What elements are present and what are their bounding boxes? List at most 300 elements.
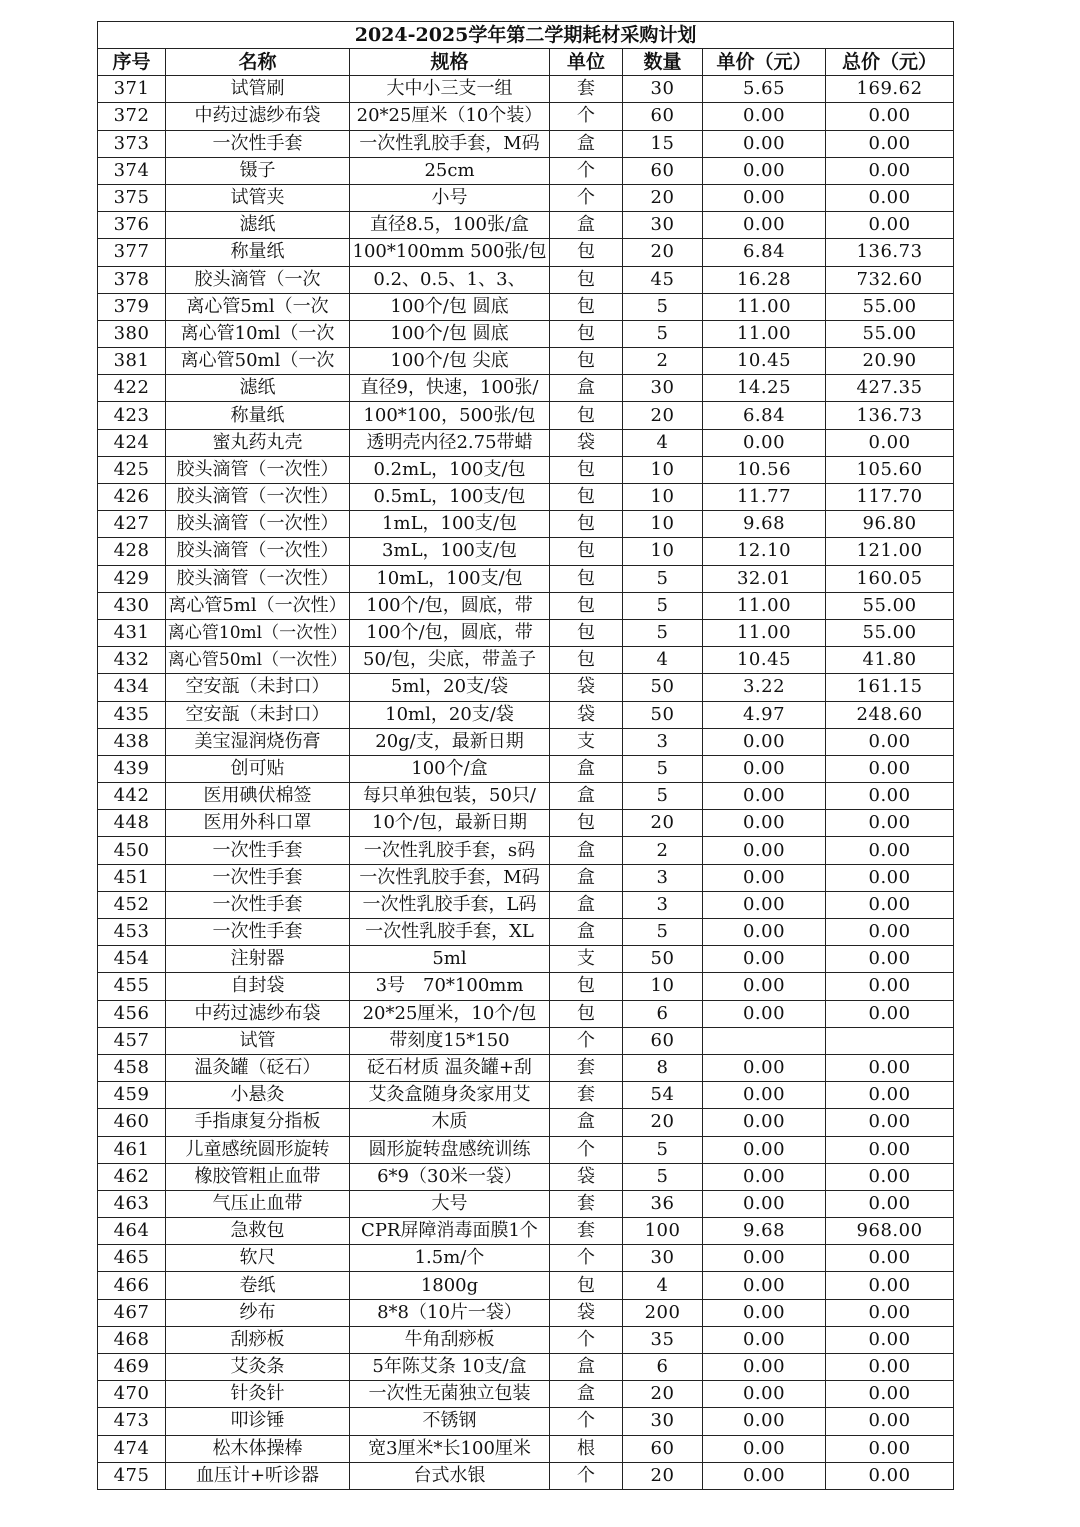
cell-no: 425 <box>98 456 166 483</box>
cell-price: 14.25 <box>703 375 826 402</box>
cell-name: 蜜丸药丸壳 <box>166 429 350 456</box>
cell-total: 55.00 <box>826 293 954 320</box>
cell-spec: 100个/包 圆底 <box>350 293 550 320</box>
table-row <box>98 1218 954 1245</box>
table-row <box>98 511 954 538</box>
cell-price: 11.00 <box>703 320 826 347</box>
cell-name: 滤纸 <box>166 212 350 239</box>
cell-total: 0.00 <box>826 864 954 891</box>
table-row <box>98 1000 954 1027</box>
cell-qty: 50 <box>623 946 703 973</box>
cell-name: 空安瓿（未封口） <box>166 701 350 728</box>
cell-no: 372 <box>98 103 166 130</box>
cell-no: 453 <box>98 919 166 946</box>
cell-no: 451 <box>98 864 166 891</box>
cell-price: 10.56 <box>703 456 826 483</box>
cell-unit: 包 <box>550 456 623 483</box>
cell-total: 96.80 <box>826 511 954 538</box>
cell-qty: 20 <box>623 239 703 266</box>
cell-qty: 5 <box>623 1136 703 1163</box>
cell-price: 0.00 <box>703 1136 826 1163</box>
cell-total: 0.00 <box>826 810 954 837</box>
cell-total: 0.00 <box>826 1054 954 1081</box>
cell-no: 423 <box>98 402 166 429</box>
cell-spec: 20*25厘米（10个装） <box>350 103 550 130</box>
procurement-table <box>97 21 954 1490</box>
cell-total: 55.00 <box>826 592 954 619</box>
table-row <box>98 76 954 103</box>
table-row <box>98 429 954 456</box>
cell-spec: 0.2、0.5、1、3、 <box>350 266 550 293</box>
cell-name: 医用碘伏棉签 <box>166 783 350 810</box>
cell-qty: 4 <box>623 1272 703 1299</box>
cell-name: 气压止血带 <box>166 1190 350 1217</box>
cell-no: 422 <box>98 375 166 402</box>
cell-no: 381 <box>98 348 166 375</box>
cell-price: 0.00 <box>703 1082 826 1109</box>
cell-unit: 袋 <box>550 1299 623 1326</box>
cell-price: 11.00 <box>703 293 826 320</box>
table-row <box>98 1326 954 1353</box>
header-name: 名称 <box>166 49 350 76</box>
table-row <box>98 484 954 511</box>
cell-price: 12.10 <box>703 538 826 565</box>
cell-qty: 20 <box>623 1462 703 1489</box>
table-row <box>98 103 954 130</box>
cell-total: 0.00 <box>826 1163 954 1190</box>
cell-total: 0.00 <box>826 919 954 946</box>
table-row <box>98 538 954 565</box>
table-row <box>98 810 954 837</box>
cell-qty: 2 <box>623 348 703 375</box>
cell-total: 0.00 <box>826 946 954 973</box>
cell-qty: 30 <box>623 375 703 402</box>
cell-no: 430 <box>98 592 166 619</box>
table-body <box>98 76 954 1490</box>
cell-qty: 30 <box>623 76 703 103</box>
header-row <box>98 49 954 76</box>
cell-unit: 包 <box>550 1000 623 1027</box>
cell-name: 试管 <box>166 1027 350 1054</box>
cell-unit: 盒 <box>550 1109 623 1136</box>
cell-total: 0.00 <box>826 1354 954 1381</box>
cell-spec: 50/包，尖底，带盖子 <box>350 647 550 674</box>
cell-qty: 100 <box>623 1218 703 1245</box>
cell-unit: 套 <box>550 1082 623 1109</box>
cell-total: 0.00 <box>826 1381 954 1408</box>
cell-spec: 牛角刮痧板 <box>350 1326 550 1353</box>
cell-name: 橡胶管粗止血带 <box>166 1163 350 1190</box>
table-row <box>98 728 954 755</box>
cell-spec: 10mL，100支/包 <box>350 565 550 592</box>
cell-qty: 4 <box>623 647 703 674</box>
cell-no: 459 <box>98 1082 166 1109</box>
cell-unit: 包 <box>550 348 623 375</box>
cell-price <box>703 1027 826 1054</box>
cell-qty: 3 <box>623 728 703 755</box>
cell-qty: 20 <box>623 184 703 211</box>
cell-total: 968.00 <box>826 1218 954 1245</box>
table-row <box>98 1109 954 1136</box>
cell-no: 458 <box>98 1054 166 1081</box>
cell-name: 一次性手套 <box>166 837 350 864</box>
cell-name: 小悬灸 <box>166 1082 350 1109</box>
cell-spec: 圆形旋转盘感统训练 <box>350 1136 550 1163</box>
cell-unit: 个 <box>550 1136 623 1163</box>
cell-price: 0.00 <box>703 1054 826 1081</box>
cell-spec: 一次性乳胶手套，XL <box>350 919 550 946</box>
cell-total: 0.00 <box>826 1435 954 1462</box>
cell-price: 32.01 <box>703 565 826 592</box>
cell-no: 470 <box>98 1381 166 1408</box>
cell-name: 一次性手套 <box>166 891 350 918</box>
table-row <box>98 1435 954 1462</box>
table-row <box>98 1163 954 1190</box>
cell-total: 55.00 <box>826 619 954 646</box>
cell-price: 0.00 <box>703 783 826 810</box>
cell-qty: 200 <box>623 1299 703 1326</box>
cell-no: 442 <box>98 783 166 810</box>
cell-spec: 5ml <box>350 946 550 973</box>
table-row <box>98 375 954 402</box>
cell-total: 0.00 <box>826 1462 954 1489</box>
cell-total: 0.00 <box>826 1326 954 1353</box>
cell-spec: 每只单独包装，50只/ <box>350 783 550 810</box>
cell-name: 手指康复分指板 <box>166 1109 350 1136</box>
cell-spec: 一次性乳胶手套，L码 <box>350 891 550 918</box>
cell-unit: 盒 <box>550 1381 623 1408</box>
cell-price: 0.00 <box>703 1299 826 1326</box>
cell-no: 434 <box>98 674 166 701</box>
procurement-sheet <box>97 21 953 1490</box>
cell-unit: 个 <box>550 103 623 130</box>
table-row <box>98 619 954 646</box>
header-qty: 数量 <box>623 49 703 76</box>
cell-price: 0.00 <box>703 184 826 211</box>
cell-unit: 个 <box>550 1326 623 1353</box>
cell-spec: 一次性乳胶手套，M码 <box>350 130 550 157</box>
cell-no: 465 <box>98 1245 166 1272</box>
cell-price: 6.84 <box>703 239 826 266</box>
table-title: 2024-2025学年第二学期耗材采购计划 <box>98 22 954 49</box>
cell-no: 431 <box>98 619 166 646</box>
cell-no: 438 <box>98 728 166 755</box>
cell-unit: 盒 <box>550 755 623 782</box>
cell-spec: 100个/包，圆底，带 <box>350 619 550 646</box>
table-row <box>98 157 954 184</box>
cell-total: 0.00 <box>826 212 954 239</box>
cell-no: 435 <box>98 701 166 728</box>
cell-spec: 20*25厘米，10个/包 <box>350 1000 550 1027</box>
cell-price: 6.84 <box>703 402 826 429</box>
cell-total: 0.00 <box>826 429 954 456</box>
cell-no: 424 <box>98 429 166 456</box>
cell-unit: 包 <box>550 647 623 674</box>
cell-name: 急救包 <box>166 1218 350 1245</box>
cell-qty: 54 <box>623 1082 703 1109</box>
cell-name: 离心管50ml（一次 <box>166 348 350 375</box>
table-row <box>98 1408 954 1435</box>
cell-total: 0.00 <box>826 1000 954 1027</box>
cell-qty: 36 <box>623 1190 703 1217</box>
cell-no: 375 <box>98 184 166 211</box>
cell-spec: 10ml，20支/袋 <box>350 701 550 728</box>
table-row <box>98 565 954 592</box>
cell-unit: 个 <box>550 1408 623 1435</box>
cell-name: 儿童感统圆形旋转 <box>166 1136 350 1163</box>
cell-spec: 100个/包 尖底 <box>350 348 550 375</box>
cell-name: 试管刷 <box>166 76 350 103</box>
cell-name: 一次性手套 <box>166 919 350 946</box>
cell-name: 胶头滴管（一次性） <box>166 456 350 483</box>
cell-spec: 20g/支，最新日期 <box>350 728 550 755</box>
cell-price: 0.00 <box>703 1435 826 1462</box>
cell-price: 0.00 <box>703 1381 826 1408</box>
cell-unit: 包 <box>550 592 623 619</box>
cell-unit: 盒 <box>550 212 623 239</box>
cell-no: 455 <box>98 973 166 1000</box>
cell-spec: 艾灸盒随身灸家用艾 <box>350 1082 550 1109</box>
cell-name: 胶头滴管（一次性） <box>166 565 350 592</box>
cell-qty: 5 <box>623 592 703 619</box>
cell-unit: 个 <box>550 157 623 184</box>
table-row <box>98 293 954 320</box>
cell-qty: 50 <box>623 701 703 728</box>
cell-qty: 35 <box>623 1326 703 1353</box>
cell-name: 注射器 <box>166 946 350 973</box>
cell-total: 117.70 <box>826 484 954 511</box>
cell-name: 离心管10ml（一次 <box>166 320 350 347</box>
cell-price: 4.97 <box>703 701 826 728</box>
cell-unit: 包 <box>550 239 623 266</box>
cell-price: 0.00 <box>703 810 826 837</box>
cell-qty: 5 <box>623 755 703 782</box>
cell-price: 0.00 <box>703 1462 826 1489</box>
cell-total: 0.00 <box>826 1136 954 1163</box>
cell-no: 464 <box>98 1218 166 1245</box>
cell-name: 空安瓿（未封口） <box>166 674 350 701</box>
cell-unit: 袋 <box>550 701 623 728</box>
cell-price: 0.00 <box>703 1109 826 1136</box>
cell-spec: 直径8.5，100张/盒 <box>350 212 550 239</box>
cell-name: 离心管5ml（一次 <box>166 293 350 320</box>
cell-total: 0.00 <box>826 1190 954 1217</box>
cell-price: 9.68 <box>703 1218 826 1245</box>
cell-unit: 包 <box>550 293 623 320</box>
cell-price: 11.77 <box>703 484 826 511</box>
cell-total: 105.60 <box>826 456 954 483</box>
cell-price: 0.00 <box>703 973 826 1000</box>
cell-name: 纱布 <box>166 1299 350 1326</box>
cell-spec: 3mL，100支/包 <box>350 538 550 565</box>
cell-unit: 包 <box>550 484 623 511</box>
cell-spec: 100*100mm 500张/包 <box>350 239 550 266</box>
table-row <box>98 456 954 483</box>
cell-name: 离心管50ml（一次性） <box>166 647 350 674</box>
cell-name: 刮痧板 <box>166 1326 350 1353</box>
cell-spec: 8*8（10片一袋） <box>350 1299 550 1326</box>
cell-qty: 2 <box>623 837 703 864</box>
table-row <box>98 1082 954 1109</box>
cell-price: 0.00 <box>703 946 826 973</box>
cell-spec: 直径9，快速，100张/ <box>350 375 550 402</box>
cell-no: 426 <box>98 484 166 511</box>
cell-total: 427.35 <box>826 375 954 402</box>
cell-spec: CPR屏障消毒面膜1个 <box>350 1218 550 1245</box>
cell-name: 医用外科口罩 <box>166 810 350 837</box>
cell-spec: 100个/包 圆底 <box>350 320 550 347</box>
cell-total: 121.00 <box>826 538 954 565</box>
cell-qty: 5 <box>623 783 703 810</box>
cell-price: 0.00 <box>703 837 826 864</box>
cell-name: 胶头滴管（一次 <box>166 266 350 293</box>
table-row <box>98 674 954 701</box>
table-row <box>98 783 954 810</box>
cell-qty: 5 <box>623 619 703 646</box>
cell-spec: 大号 <box>350 1190 550 1217</box>
cell-spec: 一次性乳胶手套，s码 <box>350 837 550 864</box>
cell-qty: 5 <box>623 1163 703 1190</box>
cell-no: 473 <box>98 1408 166 1435</box>
cell-no: 469 <box>98 1354 166 1381</box>
cell-name: 胶头滴管（一次性） <box>166 538 350 565</box>
table-row <box>98 1354 954 1381</box>
cell-spec: 1.5m/个 <box>350 1245 550 1272</box>
cell-total: 0.00 <box>826 1272 954 1299</box>
cell-no: 378 <box>98 266 166 293</box>
cell-price: 0.00 <box>703 919 826 946</box>
cell-price: 11.00 <box>703 619 826 646</box>
cell-unit: 套 <box>550 76 623 103</box>
cell-unit: 盒 <box>550 375 623 402</box>
cell-no: 379 <box>98 293 166 320</box>
table-row <box>98 239 954 266</box>
cell-name: 离心管5ml（一次性） <box>166 592 350 619</box>
cell-qty: 30 <box>623 1408 703 1435</box>
cell-qty: 15 <box>623 130 703 157</box>
cell-qty: 60 <box>623 1027 703 1054</box>
table-row <box>98 647 954 674</box>
cell-name: 中药过滤纱布袋 <box>166 103 350 130</box>
cell-name: 松木体操棒 <box>166 1435 350 1462</box>
cell-unit: 盒 <box>550 891 623 918</box>
table-row <box>98 864 954 891</box>
cell-spec: 木质 <box>350 1109 550 1136</box>
cell-name: 称量纸 <box>166 239 350 266</box>
cell-qty: 3 <box>623 891 703 918</box>
cell-spec: 1800g <box>350 1272 550 1299</box>
cell-qty: 10 <box>623 973 703 1000</box>
cell-total: 0.00 <box>826 1082 954 1109</box>
cell-no: 371 <box>98 76 166 103</box>
cell-unit: 盒 <box>550 130 623 157</box>
cell-no: 427 <box>98 511 166 538</box>
table-row <box>98 1272 954 1299</box>
cell-qty: 10 <box>623 456 703 483</box>
cell-name: 艾灸条 <box>166 1354 350 1381</box>
cell-total: 0.00 <box>826 755 954 782</box>
cell-name: 创可贴 <box>166 755 350 782</box>
title-row <box>98 22 954 49</box>
cell-spec: 100个/包，圆底，带 <box>350 592 550 619</box>
cell-no: 462 <box>98 1163 166 1190</box>
cell-no: 461 <box>98 1136 166 1163</box>
cell-total: 161.15 <box>826 674 954 701</box>
cell-name: 离心管10ml（一次性） <box>166 619 350 646</box>
cell-no: 450 <box>98 837 166 864</box>
cell-total: 0.00 <box>826 837 954 864</box>
cell-spec: 5年陈艾条 10支/盒 <box>350 1354 550 1381</box>
cell-total: 0.00 <box>826 130 954 157</box>
cell-price: 0.00 <box>703 212 826 239</box>
cell-qty: 4 <box>623 429 703 456</box>
cell-name: 胶头滴管（一次性） <box>166 484 350 511</box>
cell-no: 463 <box>98 1190 166 1217</box>
header-unit: 单位 <box>550 49 623 76</box>
table-row <box>98 1462 954 1489</box>
cell-unit: 袋 <box>550 429 623 456</box>
cell-qty: 10 <box>623 511 703 538</box>
cell-unit: 支 <box>550 946 623 973</box>
cell-spec: 10个/包，最新日期 <box>350 810 550 837</box>
cell-price: 0.00 <box>703 1000 826 1027</box>
cell-total: 0.00 <box>826 1245 954 1272</box>
table-row <box>98 837 954 864</box>
table-row <box>98 266 954 293</box>
table-row <box>98 755 954 782</box>
cell-unit: 套 <box>550 1054 623 1081</box>
cell-total: 20.90 <box>826 348 954 375</box>
cell-price: 0.00 <box>703 891 826 918</box>
cell-no: 456 <box>98 1000 166 1027</box>
cell-total: 0.00 <box>826 973 954 1000</box>
table-row <box>98 1054 954 1081</box>
table-row <box>98 1136 954 1163</box>
cell-unit: 包 <box>550 565 623 592</box>
cell-unit: 个 <box>550 1027 623 1054</box>
cell-name: 温灸罐（砭石） <box>166 1054 350 1081</box>
cell-total: 0.00 <box>826 891 954 918</box>
cell-total: 732.60 <box>826 266 954 293</box>
cell-unit: 套 <box>550 1218 623 1245</box>
cell-unit: 包 <box>550 320 623 347</box>
cell-price: 0.00 <box>703 1272 826 1299</box>
cell-price: 9.68 <box>703 511 826 538</box>
cell-name: 软尺 <box>166 1245 350 1272</box>
table-row <box>98 592 954 619</box>
cell-unit: 个 <box>550 1245 623 1272</box>
cell-name: 叩诊锤 <box>166 1408 350 1435</box>
cell-total: 136.73 <box>826 402 954 429</box>
cell-unit: 盒 <box>550 919 623 946</box>
cell-no: 428 <box>98 538 166 565</box>
cell-spec: 1mL，100支/包 <box>350 511 550 538</box>
cell-total <box>826 1027 954 1054</box>
cell-unit: 套 <box>550 1190 623 1217</box>
cell-total: 160.05 <box>826 565 954 592</box>
cell-unit: 个 <box>550 184 623 211</box>
cell-name: 镊子 <box>166 157 350 184</box>
cell-spec: 宽3厘米*长100厘米 <box>350 1435 550 1462</box>
cell-name: 一次性手套 <box>166 864 350 891</box>
table-row <box>98 1299 954 1326</box>
header-price: 单价（元） <box>703 49 826 76</box>
cell-price: 0.00 <box>703 130 826 157</box>
cell-price: 0.00 <box>703 755 826 782</box>
cell-no: 466 <box>98 1272 166 1299</box>
cell-qty: 5 <box>623 320 703 347</box>
cell-qty: 5 <box>623 919 703 946</box>
